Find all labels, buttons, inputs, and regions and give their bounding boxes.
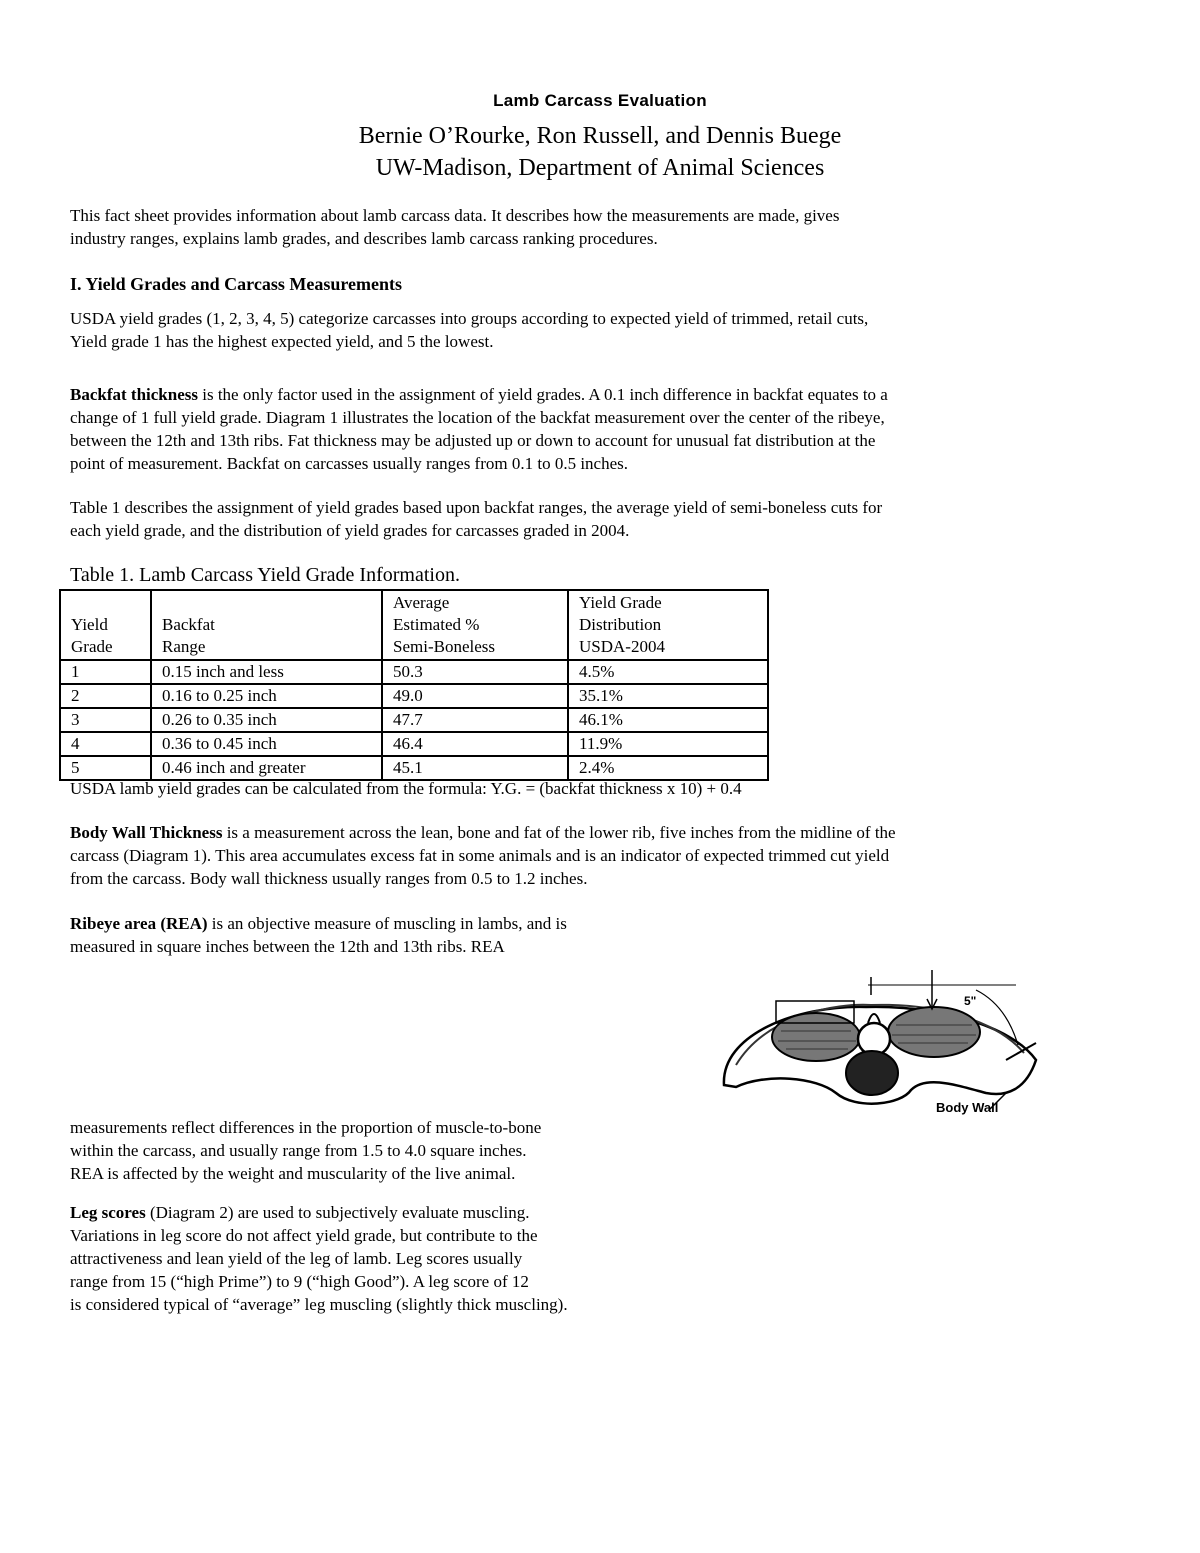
ribeye-paragraph-continued	[70, 1116, 690, 1185]
backfat-paragraph	[70, 383, 1050, 475]
table-cell: 4	[60, 732, 151, 756]
paragraph-line: change of 1 full yield grade. Diagram 1 illustrates the location of the backfat measurement over the center of the ribeye,	[70, 408, 885, 427]
yield-grade-paragraph	[70, 307, 1050, 353]
carcass-cross-section-diagram	[706, 965, 1042, 1120]
header-line: Yield Grade	[579, 593, 662, 612]
right-ribeye	[888, 1007, 980, 1057]
yield-grade-table	[59, 589, 769, 781]
header-cell-yield-grade	[60, 590, 151, 660]
table-cell: 50.3	[382, 660, 568, 684]
paragraph-line: USDA yield grades (1, 2, 3, 4, 5) categorize carcasses into groups according to expected yield of trimmed, retail cuts,	[70, 309, 869, 328]
header-cell-avg-yield	[382, 590, 568, 660]
paragraph-line	[70, 383, 1050, 406]
formula-line: USDA lamb yield grades can be calculated from the formula: Y.G. = (backfat thickness x 10) + 0.4	[70, 779, 742, 798]
author-block	[0, 120, 1200, 184]
table-row	[60, 684, 768, 708]
header-line: Grade	[71, 637, 113, 656]
table-cell: 35.1%	[568, 684, 768, 708]
intro-line: industry ranges, explains lamb grades, and describes lamb carcass ranking procedures.	[70, 229, 658, 248]
leg-score-term: Leg scores	[70, 1203, 146, 1222]
header-line	[162, 592, 371, 614]
paragraph-line: Yield grade 1 has the highest expected yield, and 5 the lowest.	[70, 332, 494, 351]
table-intro-paragraph	[70, 496, 1050, 542]
header-cell-backfat-range	[151, 590, 382, 660]
leg-score-paragraph	[70, 1201, 690, 1316]
table-cell: 49.0	[382, 684, 568, 708]
table-cell: 11.9%	[568, 732, 768, 756]
document-title: Lamb Carcass Evaluation	[493, 91, 707, 110]
paragraph-line: measured in square inches between the 12th and 13th ribs. REA	[70, 937, 505, 956]
table-cell: 0.26 to 0.35 inch	[151, 708, 382, 732]
five-inch-label: 5"	[964, 994, 977, 1008]
table-cell: 46.4	[382, 732, 568, 756]
header-line: Distribution	[579, 615, 662, 634]
intro-paragraph	[70, 204, 1050, 250]
intro-line: This fact sheet provides information about lamb carcass data. It describes how the measurements are made, gives	[70, 206, 840, 225]
paragraph-line: within the carcass, and usually range from 1.5 to 4.0 square inches.	[70, 1141, 527, 1160]
spinal-process	[868, 1014, 880, 1023]
header-line: Backfat	[162, 615, 215, 634]
paragraph-line: Variations in leg score do not affect yield grade, but contribute to the	[70, 1226, 538, 1245]
table-cell: 3	[60, 708, 151, 732]
section-heading: I. Yield Grades and Carcass Measurements	[70, 274, 402, 294]
paragraph-text: is the only factor used in the assignment of yield grades. A 0.1 inch difference in backfat equates to a	[197, 385, 888, 404]
header-cell-distribution	[568, 590, 768, 660]
header-line: Range	[162, 637, 206, 656]
paragraph-line: point of measurement. Backfat on carcasses usually ranges from 0.1 to 0.5 inches.	[70, 454, 629, 473]
left-ribeye	[772, 1013, 860, 1061]
paragraph-line: measurements reflect differences in the proportion of muscle-to-bone	[70, 1118, 542, 1137]
body-wall-label: Body Wall	[936, 1100, 999, 1115]
table-cell: 45.1	[382, 756, 568, 780]
paragraph-line: Table 1 describes the assignment of yield grades based upon backfat ranges, the average yield of semi-boneless cuts for	[70, 498, 883, 517]
table-cell: 4.5%	[568, 660, 768, 684]
table-cell: 2.4%	[568, 756, 768, 780]
paragraph-line: each yield grade, and the distribution of yield grades for carcasses graded in 2004.	[70, 521, 630, 540]
ribeye-paragraph-start	[70, 912, 670, 958]
table-caption: Table 1. Lamb Carcass Yield Grade Information.	[70, 564, 460, 586]
body-wall-paragraph	[70, 821, 1050, 890]
table-cell: 46.1%	[568, 708, 768, 732]
table-row	[60, 708, 768, 732]
paragraph-line: is considered typical of “average” leg muscling (slightly thick muscling).	[70, 1295, 568, 1314]
table-cell: 1	[60, 660, 151, 684]
paragraph-line: range from 15 (“high Prime”) to 9 (“high Good”). A leg score of 12	[70, 1272, 529, 1291]
header-line: Estimated %	[393, 615, 480, 634]
paragraph-text: is a measurement across the lean, bone and fat of the lower rib, five inches from the midline of the	[222, 823, 896, 842]
header-line	[71, 592, 140, 614]
table-cell: 0.36 to 0.45 inch	[151, 732, 382, 756]
paragraph-line: from the carcass. Body wall thickness usually ranges from 0.5 to 1.2 inches.	[70, 869, 588, 888]
paragraph-text: (Diagram 2) are used to subjectively evaluate muscling.	[145, 1203, 530, 1222]
paragraph-line	[70, 912, 670, 935]
paragraph-line: REA is affected by the weight and muscularity of the live animal.	[70, 1164, 516, 1183]
paragraph-line: between the 12th and 13th ribs. Fat thickness may be adjusted up or down to account for unusual fat distribution at the	[70, 431, 876, 450]
table-cell: 0.16 to 0.25 inch	[151, 684, 382, 708]
ribeye-term: Ribeye area (REA)	[70, 914, 208, 933]
table-header-row	[60, 590, 768, 660]
paragraph-line: carcass (Diagram 1). This area accumulates excess fat in some animals and is an indicator of expected trimmed cut yield	[70, 846, 890, 865]
paragraph-text: is an objective measure of muscling in lambs, and is	[207, 914, 567, 933]
paragraph-line	[70, 1201, 690, 1224]
table-cell: 47.7	[382, 708, 568, 732]
backfat-term: Backfat thickness	[70, 385, 198, 404]
header-line: Semi-Boneless	[393, 637, 495, 656]
table-cell: 2	[60, 684, 151, 708]
table-cell: 0.46 inch and greater	[151, 756, 382, 780]
paragraph-line	[70, 821, 1050, 844]
affiliation: UW-Madison, Department of Animal Sciences	[375, 155, 825, 181]
table-cell: 5	[60, 756, 151, 780]
body-wall-term: Body Wall Thickness	[70, 823, 223, 842]
paragraph-line: attractiveness and lean yield of the leg of lamb. Leg scores usually	[70, 1249, 523, 1268]
table-cell: 0.15 inch and less	[151, 660, 382, 684]
vertebral-body	[846, 1051, 898, 1095]
header-line: Yield	[71, 615, 108, 634]
table-row	[60, 732, 768, 756]
header-line: USDA-2004	[579, 637, 665, 656]
table-row	[60, 660, 768, 684]
header-line: Average	[393, 593, 450, 612]
authors: Bernie O’Rourke, Ron Russell, and Dennis Buege	[358, 123, 842, 149]
